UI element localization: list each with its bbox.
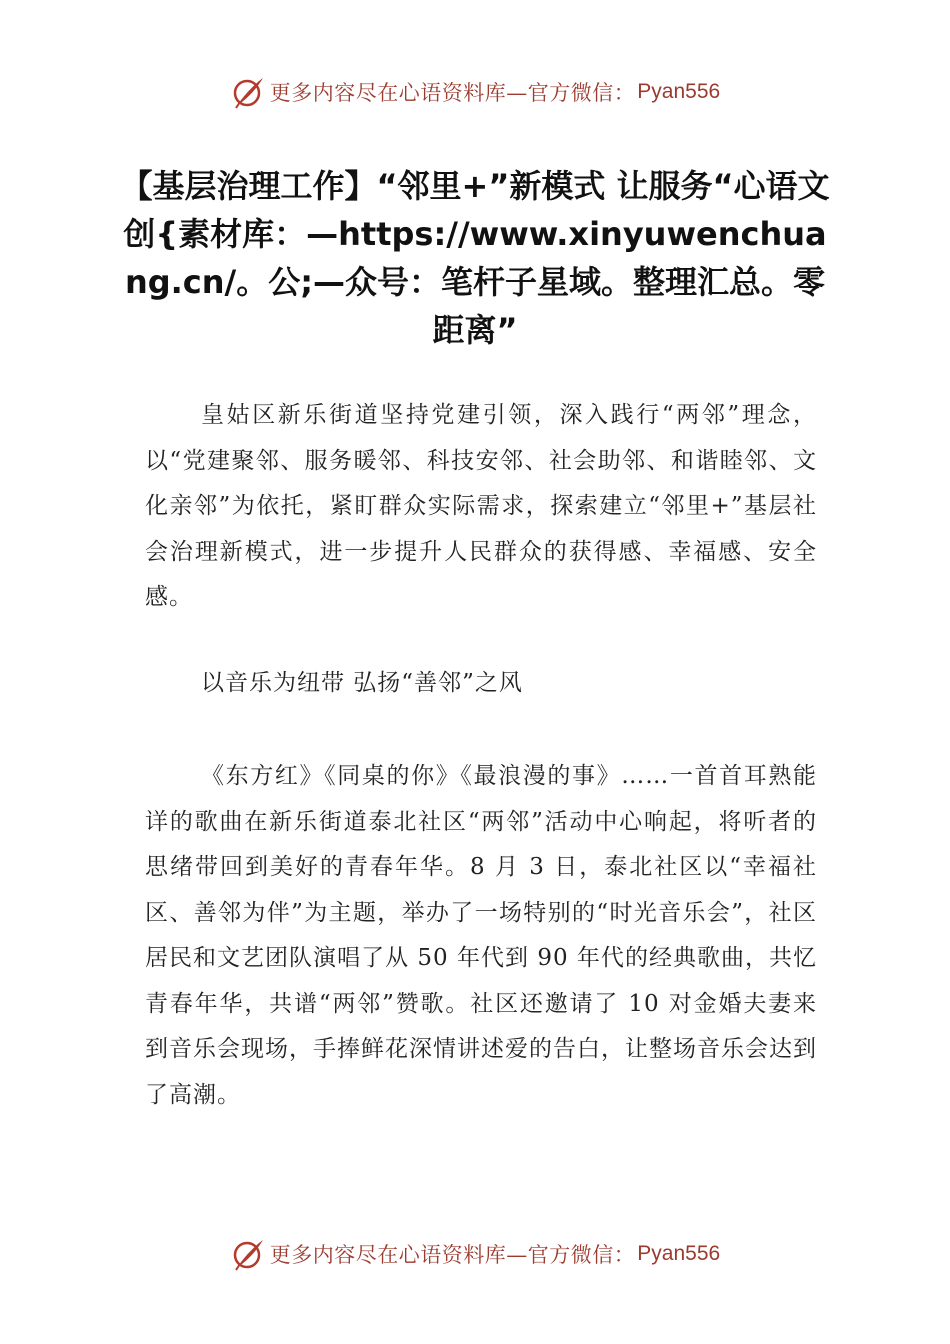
- article-title: 【基层治理工作】“邻里+”新模式 让服务“心语文创{素材库：—https://www.xinyuwenchuang.cn/。公;—众号：笔杆子星域。整理汇总。零距离”: [120, 167, 830, 349]
- section-heading: 以音乐为纽带 弘扬“善邻”之风: [201, 670, 523, 696]
- banner-wechat-id: Pyan556: [637, 80, 721, 103]
- footer-banner: [0, 1234, 950, 1274]
- quill-pen-logo-icon: [230, 1236, 266, 1272]
- header-banner: [0, 72, 950, 112]
- banner-text: 更多内容尽在心语资料库—官方微信：: [269, 1243, 636, 1267]
- banner-text: 更多内容尽在心语资料库—官方微信：: [269, 81, 636, 105]
- banner-wechat-id: Pyan556: [637, 1242, 721, 1265]
- paragraph-concert: 《东方红》《同桌的你》《最浪漫的事》……一首首耳熟能详的歌曲在新乐街道泰北社区“两邻”活动中心响起，将听者的思绪带回到美好的青春年华。8 月 3 日，泰北社区以“幸福社区、善邻为伴”为主题，举办了一场特别的“时光音乐会”，社区居民和文艺团队演唱了从 50 年代到 90 年代的经典歌曲，共忆青春年华，共谱“两邻”赞歌。社区还邀请了 10 对金婚夫妻来到音乐会现场，手捧鲜花深情讲述爱的告白，让整场音乐会达到了高潮。: [145, 763, 817, 1108]
- quill-pen-logo-icon: [230, 74, 266, 110]
- paragraph-intro: 皇姑区新乐街道坚持党建引领，深入践行“两邻”理念，以“党建聚邻、服务暖邻、科技安邻、社会助邻、和谐睦邻、文化亲邻”为依托，紧盯群众实际需求，探索建立“邻里+”基层社会治理新模式，进一步提升人民群众的获得感、幸福感、安全感。: [145, 402, 817, 610]
